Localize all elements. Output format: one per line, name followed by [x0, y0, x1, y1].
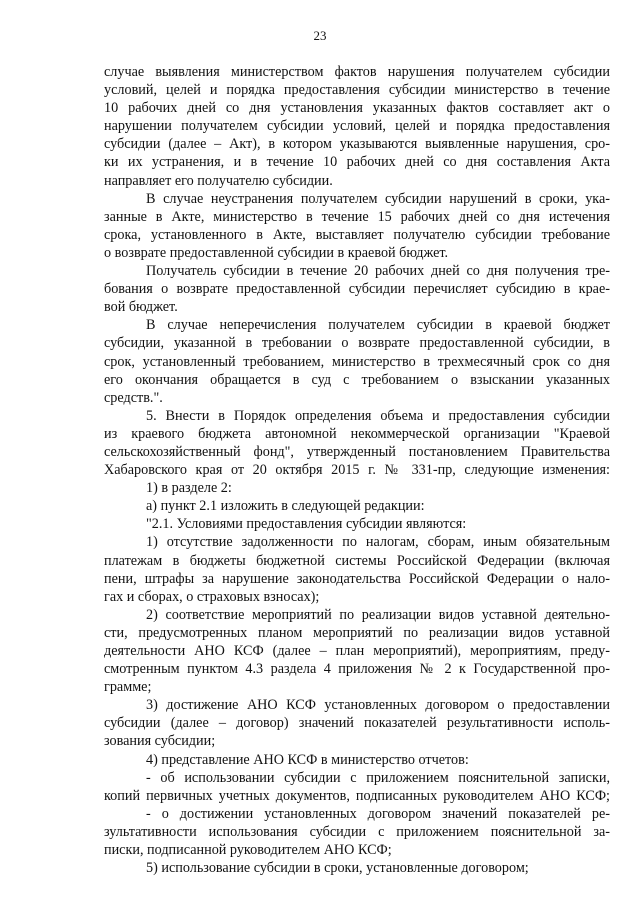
text-line: писки, подписанной руководителем АНО КСФ; [104, 842, 392, 859]
text-line: зультативности использования субсидии с приложением пояснительной за- [104, 823, 610, 840]
text-line: - об использовании субсидии с приложением пояснительной записки, [146, 769, 610, 786]
text-line: сти, предусмотренных планом мероприятий по реализации видов уставной [104, 624, 610, 641]
text-line: бования о возврате предоставленной субсидии перечисляет субсидию в крае- [104, 281, 610, 298]
text-line: срок, установленный требованием, министерство в трехмесячный срок со дня [104, 353, 610, 370]
text-line: - о достижении установленных договором значений показателей ре- [146, 805, 610, 822]
text-line: субсидии (далее – Акт), в котором указываются выявленные нарушения, сро- [104, 136, 610, 153]
text-line: Получатель субсидии в течение 20 рабочих дней со дня получения тре- [146, 263, 610, 280]
text-line: грамме; [104, 679, 152, 696]
text-line: В случае неперечисления получателем субсидии в краевой бюджет [146, 317, 610, 334]
text-line: деятельности АНО КСФ (далее – план мероприятий), мероприятиям, преду- [104, 643, 610, 659]
text-line: случае выявления министерством фактов нарушения получателем субсидии [104, 64, 610, 80]
text-line: его окончания обращается в суд с требованием о взыскании указанных [104, 371, 610, 388]
text-line: пени, штрафы за нарушение законодательства Российской Федерации о нало- [104, 570, 610, 587]
text-line: о возврате предоставленной субсидии в краевой бюджет. [104, 244, 449, 261]
text-line: 5. Внести в Порядок определения объема и предоставления субсидии [146, 407, 610, 424]
text-line: 1) в разделе 2: [146, 480, 232, 497]
text-line: занные в Акте, министерство в течение 15 рабочих дней со дня истечения [104, 208, 610, 225]
text-line: направляет его получателю субсидии. [104, 172, 333, 189]
text-line: "2.1. Условиями предоставления субсидии являются: [146, 516, 467, 533]
text-line: сельскохозяйственный фонд", утвержденный постановлением Правительства [104, 443, 610, 460]
text-line: смотренным пунктом 4.3 раздела 4 приложения № 2 к Государственной про- [104, 661, 610, 678]
text-line: 10 рабочих дней со дня установления указанных фактов составляет акт о [104, 100, 610, 117]
text-line: условий, целей и порядка предоставления субсидии министерство в течение [104, 82, 610, 99]
text-line: зования субсидии; [104, 733, 216, 750]
text-line: субсидии, указанной в требовании о возврате предоставленной субсидии, в [104, 335, 610, 352]
text-line: субсидии (далее – договор) значений показателей результативности исполь- [104, 715, 610, 732]
text-line: гах и сборах, о страховых взносах); [104, 588, 320, 605]
text-line: ки их устранения, и в течение 10 рабочих дней со дня составления Акта [104, 154, 610, 171]
text-line: 3) достижение АНО КСФ установленных договором о предоставлении [146, 697, 610, 714]
text-line: 5) использование субсидии в сроки, установленные договором; [146, 860, 529, 877]
text-line: а) пункт 2.1 изложить в следующей редакции: [146, 498, 425, 515]
text-line: 2) соответствие мероприятий по реализации видов уставной деятельно- [146, 606, 610, 623]
text-line: средств.". [104, 389, 163, 406]
text-line: В случае неустранения получателем субсидии нарушений в сроки, ука- [146, 190, 610, 207]
text-line: из краевого бюджета автономной некоммерческой организации "Краевой [104, 425, 610, 442]
text-line: вой бюджет. [104, 299, 178, 316]
text-line: 4) представление АНО КСФ в министерство отчетов: [146, 751, 469, 768]
document-body [104, 63, 610, 877]
text-line: срока, установленного в Акте, выставляет получателю субсидии требование [104, 226, 610, 243]
text-line: 1) отсутствие задолженности по налогам, сборам, иным обязательным [146, 534, 610, 551]
text-line: платежам в бюджеты бюджетной системы Российской Федерации (включая [104, 552, 610, 569]
page-number: 23 [313, 28, 327, 43]
text-line: Хабаровского края от 20 октября 2015 г. № 331-пр, следующие изменения: [104, 462, 610, 479]
text-line: копий первичных учетных документов, подписанных руководителем АНО КСФ; [104, 787, 610, 804]
text-line: нарушении получателем субсидии условий, целей и порядка предоставления [104, 118, 610, 135]
